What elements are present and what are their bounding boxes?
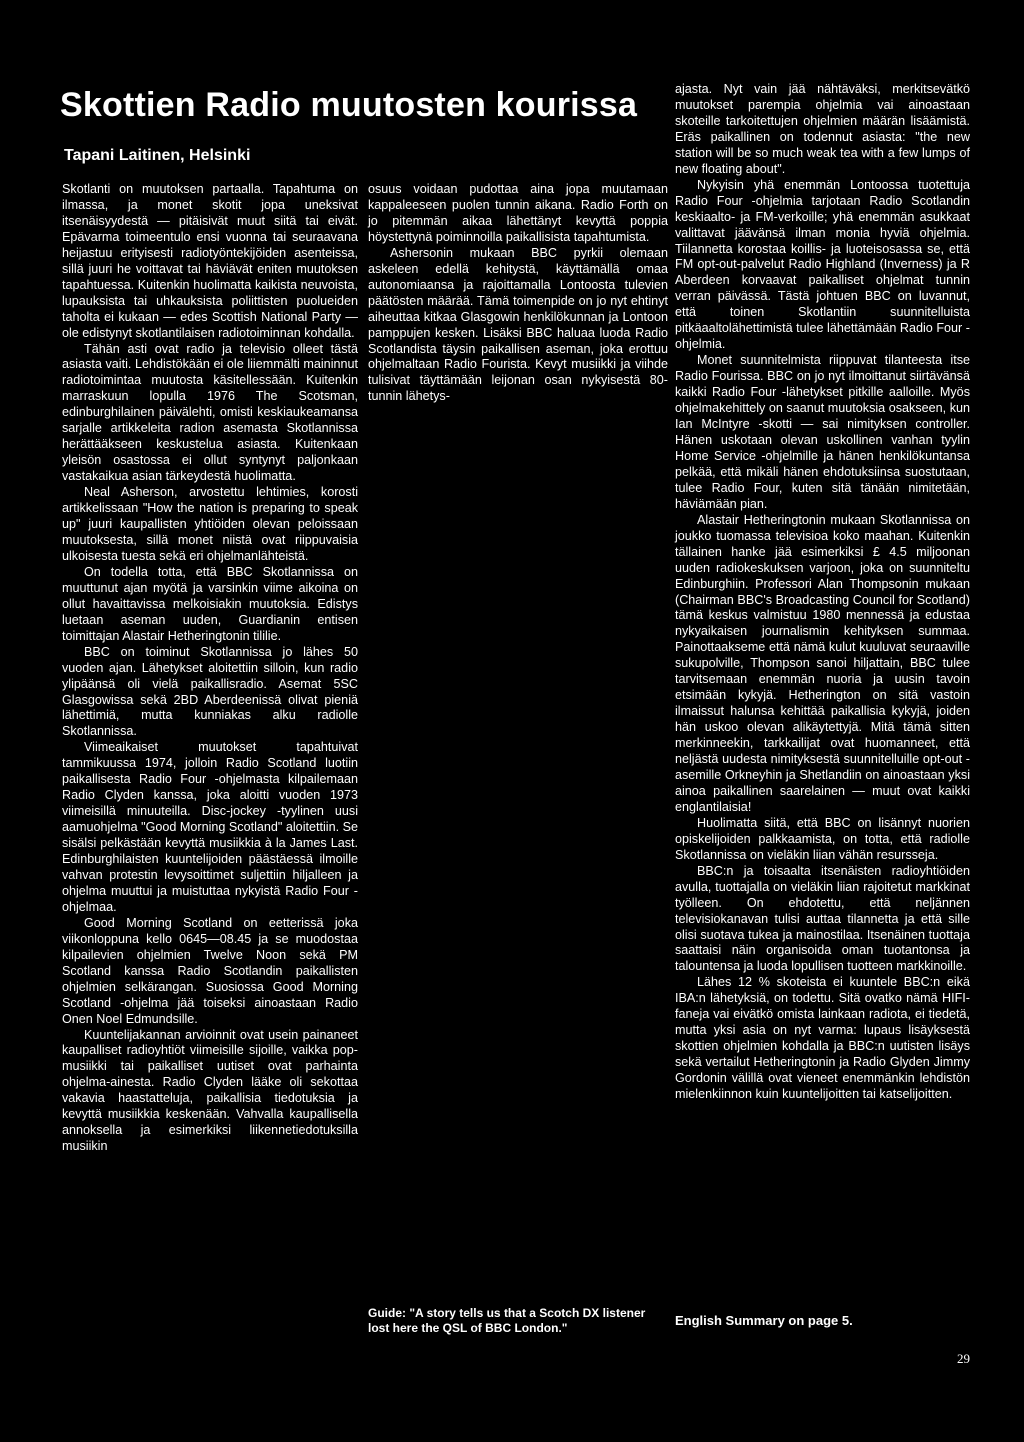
paragraph: Neal Asherson, arvostettu lehtimies, korosti artikkelissaan "How the nation is preparing to speak up" juuri kaupallisten yhtiöiden olevan peloissaan muutoksesta, sillä monet niistä ovat riippuvaisia ulkoisesta tuesta sekä eri ohjelmanlähteistä. [62, 485, 358, 563]
paragraph: Huolimatta siitä, että BBC on lisännyt nuorien opiskelijoiden palkkaamista, on totta, että radiolle Skotlannissa on vieläkin liian vähän resursseja. [675, 815, 970, 862]
paragraph: Lähes 12 % skoteista ei kuuntele BBC:n eikä IBA:n lähetyksiä, on todettu. Sitä ovatko nämä HIFI-faneja vai eivätkö omista lainkaan radiota, ei tiedetä, mutta yksi asia on nyt varma: lupaus lisäyksestä skottien ohjelmien kohdalla ja BBC:n uutisten lisäys sekä vertailut Hetheringtonin ja Radio Glyden Jimmy Gordonin välillä ovat vieneet enemmänkin lehdistön mielenkiinnon kuin kuuntelijoitten tai katselijoitten. [675, 975, 970, 1102]
article-column-3 [675, 82, 970, 1103]
article-title: Skottien Radio muutosten kourissa [60, 86, 638, 124]
paragraph: On todella totta, että BBC Skotlannissa on muuttunut ajan myötä ja varsinkin viime aikoina on ollut havaittavissa melkoisiakin muutoksia. Edistys luetaan aseman uuden, Guardianin entisen toimittajan Alastair Hetheringtonin tililie. [62, 564, 358, 643]
page-number: 29 [957, 1351, 970, 1366]
article-column-1 [62, 182, 358, 1155]
paragraph: Tähän asti ovat radio ja televisio olleet tästä asiasta vaiti. Lehdistökään ei ole liiemmälti maininnut radiotoimintaa muutosta käsitellessään. Kuitenkin marraskuun lopulla 1976 The Scotsman, edinburghilainen päivälehti, omisti keskiaukeamansa sarjalle artikkeleita radion asemasta Skotlannissa herättääkseen keskustelua asiasta. Kuitenkaan yleisön osastossa ei ollut syntynyt paljonkaan vastakaikua asian tärkeydestä huolimatta. [62, 341, 358, 484]
paragraph: Ashersonin mukaan BBC pyrkii olemaan askeleen edellä kehitystä, käyttämällä omaa autonomiaansa ja rajoittamalla Lontoosta tulevien päätösten määrää. Tämä toimenpide on jo nyt ehtinyt aiheuttaa kitkaa Glasgowin henkilökunnan ja Lontoon pamppujen kesken. Lisäksi BBC haluaa luoda Radio Scotlandista täysin paikallisen aseman, joka erottuu ohjelmaltaan Radio Fourista. Kevyt musiikki ja viihde tulisivat täyttämään leijonan osan nykyisestä 80-tunnin lähetys- [368, 245, 668, 404]
paragraph: Good Morning Scotland on eetterissä joka viikonloppuna kello 0645—08.45 ja se muodostaa kilpailevien ohjelmien Twelve Noon sekä PM Scotland kanssa Radio Scotlandin paikallisten ohjelmien selkärangan. Suosiossa Good Morning Scotland -ohjelma jää toiseksi ainoastaan Radio Onen Noel Edmundsille. [62, 915, 358, 1026]
paragraph: ajasta. Nyt vain jää nähtäväksi, merkitsevätkö muutokset parempia ohjelmia vai ainoastaan skoteille tarkoitettujen ohjelmien määrän lisäämistä. Eräs paikallinen on todennut asiasta: "the new station will be so much weak tea with a few lumps of new floating about". [675, 82, 970, 176]
paragraph: Nykyisin yhä enemmän Lontoossa tuotettuja Radio Four -ohjelmia tarjotaan Radio Scotlandin keskiaalto- ja FM-verkoille; yhä enemmän asukkaat valittavat jäävänsä ilman monia hyviä ohjelmia. Tiilannetta korostaa koillis- ja luoteisosassa se, että FM opt-out-palvelut Radio Highland (Inverness) ja R Aberdeen korvaavat paikalliset ohjelmat tunnin verran päivässä. Tästä johtuen BBC on luvannut, että toinen Skotlantiin suunnitelluista pitkäaaltolähettimistä tulee lähettämään Radio Four -ohjelmia. [675, 177, 970, 352]
article-byline: Tapani Laitinen, Helsinki [64, 147, 251, 164]
paragraph: BBC:n ja toisaalta itsenäisten radioyhtiöiden avulla, tuottajalla on vieläkin liian rajoitetut markkinat työlleen. On ehdotettu, että neljännen televisiokanavan tulisi auttaa tilannetta ja että sille olisi suotava tukea ja mainostilaa. Itsenäinen tuottaja saattaisi näin organisoida oman tuotantonsa ja talountensa ja luoda lopullisen tuotteen markkinoille. [675, 863, 970, 974]
english-summary-note: English Summary on page 5. [675, 1313, 853, 1328]
article-column-2 [368, 182, 668, 405]
paragraph: BBC on toiminut Skotlannissa jo lähes 50 vuoden ajan. Lähetykset aloitettiin silloin, kun radio ylipäänsä oli vielä paikallisradio. Asemat 5SC Glasgowissa sekä 2BD Aberdeenissä olivat pieniä lähettimiä, mutta kunniakas alku radiolle Skotlannissa. [62, 644, 358, 739]
paragraph: Kuuntelijakannan arvioinnit ovat usein painaneet kaupalliset radioyhtiöt viimeisille sijoille, vaikka pop-musiikki tai paikalliset uutiset ovat parhainta ohjelma-ainesta. Radio Clyden lääke oli sekottaa vakavia haastatteluja, paikallisia tiedotuksia ja kevyttä musiikkia keskenään. Vahvalla kaupallisella annoksella ja esimerkiksi liikennetiedotuksilla musiikin [62, 1027, 358, 1154]
photo-caption: Guide: "A story tells us that a Scotch DX listener lost here the QSL of BBC London." [368, 1306, 646, 1335]
paragraph: Alastair Hetheringtonin mukaan Skotlannissa on joukko tuomassa televisioa koko maahan. Kuitenkin tällainen hanke jää esimerkiksi £ 4.5 miljoonan uuden radiokeskuksen varjoon, joka on suunniteltu Edinburghiin. Professori Alan Thompsonin mukaan (Chairman BBC's Broadcasting Council for Scotland) tämä keskus valmistuu 1980 mennessä ja edustaa nykyaikaisen journalismin kehityksen summaa. Painottaakseme että nämä kulut kuuluvat seuraaville sukupolville, Thompson sanoi hiljattain, BBC tulee tarvitsemaan enemmän nuoria ja uusin tavoin etsimään kykyjä. Hetherington on sitä vastoin ilmaissut halunsa kehittää paikallisia kykyjä, joiden hän uskoo olevan alikäytettyjä. Mitä tämä sitten merkinneekin, tarkkailijat ovat huomanneet, että neljästä uudesta nimityksestä suunnitelluille opt-out -asemille Orkneyhin ja Shetlandiin on ainoastaan yksi ainoa paikallinen saarelainen — muut ovat kaikki englantilaisia! [675, 512, 970, 814]
paragraph: Viimeaikaiset muutokset tapahtuivat tammikuussa 1974, jolloin Radio Scotland luotiin paikallisesta Radio Four -ohjelmasta kilpailemaan Radio Clyden kanssa, joka aloitti vuoden 1973 viimeisillä minuuteilla. Disc-jockey -tyylinen uusi aamuohjelma "Good Morning Scotland" aloitettiin. Se sisälsi pelkästään kevyttä musiikkia à la James Last. Edinburghilaisten kuuntelijoiden päästäessä ilmoille vahvan protestin levysoittimet suljettiin hiljalleen ja ohjelma muuttui ja muistuttaa nykyistä Radio Four -ohjelmaa. [62, 740, 358, 914]
paragraph: Monet suunnitelmista riippuvat tilanteesta itse Radio Fourissa. BBC on jo nyt ilmoittanut siirtävänsä kaikki Radio Four -lähetykset pitkille aalloille. Myös ohjelmakehittely on saanut muutoksia osakseen, kun Ian McIntyre -skotti — sai nimityksen controller. Hänen uskotaan olevan uskollinen vanhan tyylin Home Service -ohjelmille ja hänen henkilökuntansa pelkää, että mikäli hänen ehdotuksiinsa suostutaan, tulee Radio Four, kuten sitä tänään nimitetään, häviämään pian. [675, 353, 970, 511]
paragraph: Skotlanti on muutoksen partaalla. Tapahtuma on ilmassa, ja monet skotit jopa uneksivat itsenäisyydestä — pitäisivät muut siitä tai eivät. Epävarma toimeentulo ensi vuonna tai seuraavana heijastuu erityisesti radiotyöntekijöiden asenteissa, sillä juuri he voittavat tai häviävät eniten muutoksen tapahtuessa. Kuitenkin huolimatta kaikista neuvoista, lupauksista tai uhkauksista poliittisten puolueiden taholta ei kukaan — edes Scottish National Party — ole edistynyt skotlantilaisen radiotoiminnan kohdalla. [62, 182, 358, 340]
paragraph: osuus voidaan pudottaa aina jopa muutamaan kappaleeseen puolen tunnin aikana. Radio Forth on jo pitemmän aikaa lähettänyt kevyttä poppia höystettynä poiminnoilla paikallisista tapahtumista. [368, 182, 668, 244]
